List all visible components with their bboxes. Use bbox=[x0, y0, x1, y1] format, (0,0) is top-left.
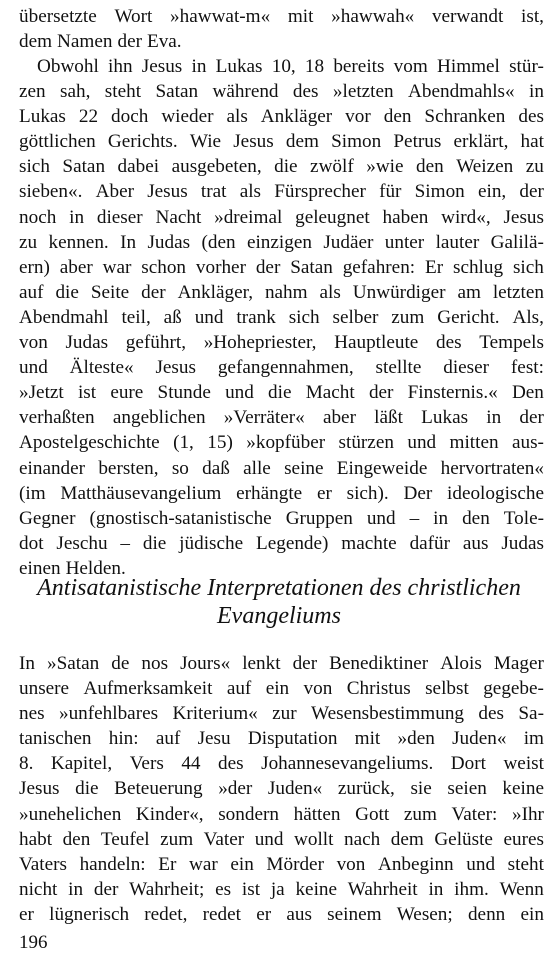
text-line: In »Satan de nos Jours« lenkt der Benediktiner Alois Mager bbox=[19, 653, 544, 674]
text-line: Lukas 22 doch wieder als Ankläger vor den Schranken des bbox=[19, 106, 544, 128]
page-number: 196 bbox=[19, 932, 48, 953]
text-line: dem Namen der Eva. bbox=[19, 31, 182, 53]
text-line: Abendmahl teil, aß und trank sich selber zum Gericht. Als, bbox=[19, 306, 544, 328]
text-line: er lügnerisch redet, redet er aus seinem Wesen; denn ein bbox=[19, 903, 544, 925]
text-line: dot Jeschu – die jüdische Legende) machte dafür aus Judas bbox=[19, 532, 544, 554]
text-line: nes »unfehlbares Kriterium« zur Wesensbestimmung des Sa- bbox=[19, 703, 544, 725]
text-line: 8. Kapitel, Vers 44 des Johannesevangeliums. Dort weist bbox=[19, 753, 544, 775]
text-line: Gegner (gnostisch-satanistische Gruppen und – in den Tole- bbox=[19, 507, 544, 529]
text-line: verhaßten angeblichen »Verräter« aber läßt Lukas in der bbox=[19, 407, 544, 429]
text-line: ern) aber war schon vorher der Satan gefahren: Er schlug sich bbox=[19, 256, 544, 278]
text-line: Apostelgeschichte (1, 15) »kopfüber stürzen und mitten aus- bbox=[19, 432, 544, 454]
section-heading-line: Evangeliums bbox=[217, 603, 341, 629]
text-line: zen sah, steht Satan während des »letzten Abendmahls« in bbox=[19, 81, 544, 103]
text-line: von Judas geführt, »Hohepriester, Hauptleute des Tempels bbox=[19, 332, 544, 354]
text-line: Jesus die Beteuerung »der Juden« zurück, sie seien keine bbox=[19, 778, 544, 800]
text-line: »Jetzt ist eure Stunde und die Macht der Finsternis.« Den bbox=[19, 382, 544, 404]
text-line: einander bersten, so daß alle seine Eingeweide hervortraten« bbox=[19, 457, 544, 479]
text-line: sieben«. Aber Jesus trat als Fürsprecher für Simon ein, der bbox=[19, 181, 544, 203]
section-heading bbox=[0, 574, 558, 630]
text-line: sich Satan dabei ausgebeten, die zwölf »wie den Weizen zu bbox=[19, 156, 544, 178]
text-line: tanischen hin: auf Jesu Disputation mit »den Juden« im bbox=[19, 728, 544, 750]
text-line: »unehelichen Kinder«, sondern hätten Gott zum Vater: »Ihr bbox=[19, 803, 544, 825]
section-heading-line: Antisatanistische Interpretationen des christlichen bbox=[37, 575, 521, 601]
text-line: übersetzte Wort »hawwat-m« mit »hawwah« verwandt ist, bbox=[19, 6, 544, 27]
text-line: nicht in der Wahrheit; es ist ja keine Wahrheit in ihm. Wenn bbox=[19, 878, 544, 900]
text-line: auf die Seite der Ankläger, nahm als Unwürdiger am letzten bbox=[19, 281, 544, 303]
text-line: Vaters handeln: Er war ein Mörder von Anbeginn und steht bbox=[19, 853, 544, 875]
paragraph-eva bbox=[19, 4, 544, 54]
text-line: (im Matthäusevangelium erhängte er sich). Der ideologische bbox=[19, 482, 544, 504]
text-line: göttlichen Gerichts. Wie Jesus dem Simon Petrus erklärt, hat bbox=[19, 131, 544, 153]
text-line: noch in dieser Nacht »dreimal geleugnet haben wird«, Jesus bbox=[19, 206, 544, 228]
text-line: und Älteste« Jesus gefangennahmen, stellte dieser fest: bbox=[19, 357, 544, 379]
paragraph-mager bbox=[19, 651, 544, 927]
text-line: zu kennen. In Judas (den einzigen Judäer unter lauter Galilä- bbox=[19, 231, 544, 253]
text-line: habt den Teufel zum Vater und wollt nach dem Gelüste eures bbox=[19, 828, 544, 850]
paragraph-judas bbox=[19, 54, 544, 581]
text-line: einen Helden. bbox=[19, 557, 126, 579]
text-line: unsere Aufmerksamkeit auf ein von Christus selbst gegebe- bbox=[19, 678, 544, 700]
text-line: Obwohl ihn Jesus in Lukas 10, 18 bereits vom Himmel stür- bbox=[37, 56, 544, 77]
